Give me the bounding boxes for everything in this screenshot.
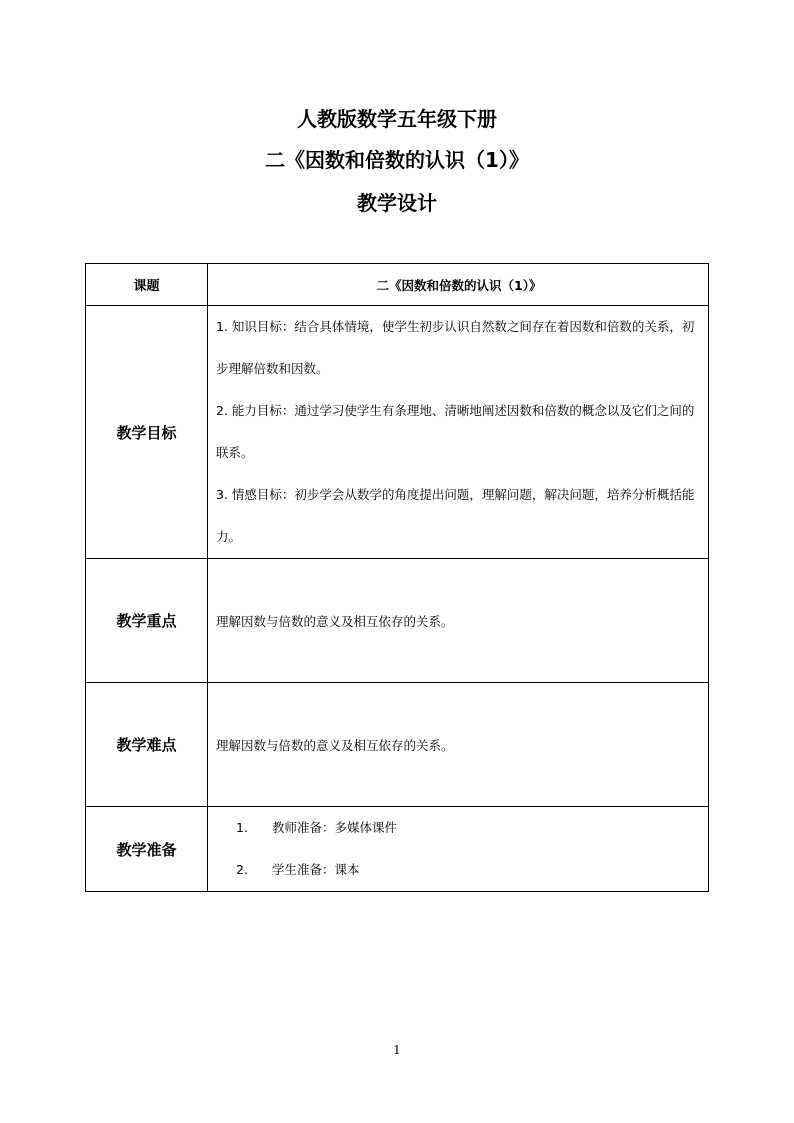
goal-item: 3. 情感目标：初步学会从数学的角度提出问题，理解问题，解决问题，培养分析概括能力。	[216, 487, 695, 544]
table-row-topic	[86, 264, 709, 306]
difficulties-value: 理解因数与倍数的意义及相互依存的关系。	[208, 683, 709, 807]
preparation-label: 教学准备	[86, 807, 208, 892]
list-item	[216, 849, 702, 891]
list-item-number: 2.	[236, 862, 248, 877]
table-row-preparation	[86, 807, 709, 892]
key-points-value: 理解因数与倍数的意义及相互依存的关系。	[208, 559, 709, 683]
document-subtitle: 教学设计	[357, 191, 437, 215]
lesson-title: 二《因数和倍数的认识（1）》	[265, 148, 529, 172]
topic-label: 课题	[86, 264, 208, 306]
preparation-list	[216, 807, 702, 891]
page-number: 1	[393, 1043, 401, 1057]
list-item	[216, 807, 702, 849]
goal-item: 2. 能力目标：通过学习使学生有条理地、清晰地阐述因数和倍数的概念以及它们之间的联系。	[216, 403, 695, 460]
goals-label: 教学目标	[86, 306, 208, 559]
key-points-label: 教学重点	[86, 559, 208, 683]
list-item-number: 1.	[236, 820, 248, 835]
list-item-text: 教师准备：多媒体课件	[272, 820, 398, 835]
topic-value: 二《因数和倍数的认识（1）》	[208, 264, 709, 306]
table-row-key-points	[86, 559, 709, 683]
lesson-plan-table	[85, 263, 709, 892]
list-item-text: 学生准备：课本	[272, 862, 360, 877]
goal-item: 1. 知识目标：结合具体情境，使学生初步认识自然数之间存在着因数和倍数的关系，初步理解倍数和因数。	[216, 319, 695, 376]
goals-content	[208, 306, 709, 559]
document-title: 人教版数学五年级下册	[297, 107, 497, 131]
preparation-content	[208, 807, 709, 892]
difficulties-label: 教学难点	[86, 683, 208, 807]
table-row-goals	[86, 306, 709, 559]
table-row-difficulties	[86, 683, 709, 807]
